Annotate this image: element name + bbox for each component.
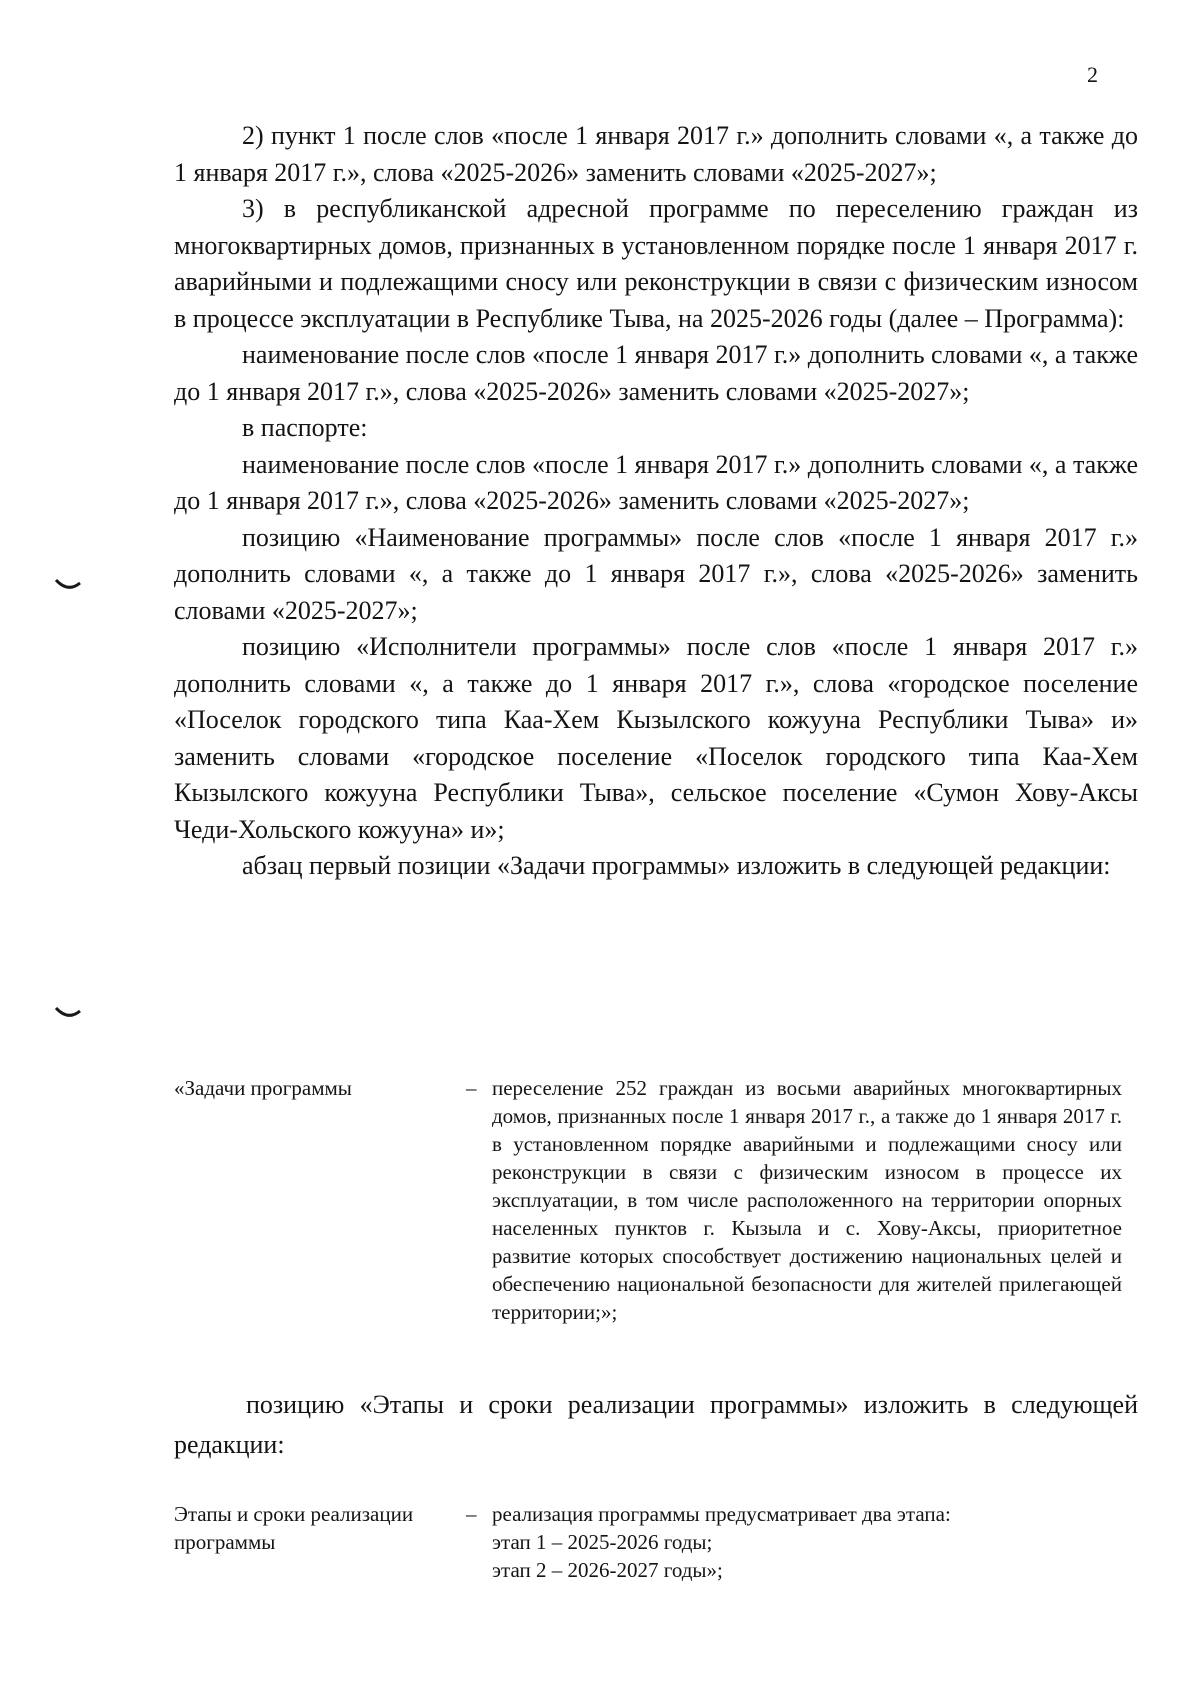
paragraph-program-tasks: абзац первый позиции «Задачи программы» изложить в следующей редакции: [242,851,1111,880]
stages-line: реализация программы предусматривает два этапа: [492,1502,951,1526]
tasks-label: «Задачи программы [174,1076,352,1100]
page-number: 2 [1087,62,1098,87]
paragraph-program-name: позицию «Наименование программы» после слов «после 1 января 2017 г.» дополнить словами «, а также до 1 января 2017 г.», слова «2025-2026» заменить словами «2025-2027»; [174,522,1138,625]
stages-intro [174,1385,1138,1465]
paragraph-passport: в паспорте: [242,413,368,442]
stages-intro-text: позицию «Этапы и сроки реализации программы» изложить в следующей редакции: [174,1390,1138,1459]
margin-mark-icon [54,577,82,591]
stages-line: этап 2 – 2026-2027 годы»; [492,1558,723,1582]
stages-label: Этапы и сроки реализации программы [174,1502,414,1554]
stages-dash: – [466,1502,477,1526]
paragraph-item-3: 3) в республиканской адресной программе по переселению граждан из многоквартирных домов, признанных в установленном порядке после 1 января 2017 г. аварийными и подлежащими сносу или реконструкции в связи с физическим износом в процессе эксплуатации в Республике Тыва, на 2025-2026 годы (далее – Программа): [174,194,1138,333]
paragraph-name-change: наименование после слов «после 1 января 2017 г.» дополнить словами «, а также до 1 января 2017 г.», слова «2025-2026» заменить словами «2025-2027»; [174,340,1138,406]
body-text [174,118,1138,885]
tasks-dash: – [466,1076,477,1100]
margin-mark-icon [54,1005,82,1019]
paragraph-program-executors: позицию «Исполнители программы» после слов «после 1 января 2017 г.» дополнить словами «, а также до 1 января 2017 г.», слова «городское поселение «Поселок городского типа Каа-Хем Кызылского кожууна Республики Тыва» и» заменить словами «городское поселение «Поселок городского типа Каа-Хем Кызылского кожууна Республики Тыва», сельское поселение «Сумон Хову-Аксы Чеди-Хольского кожууна» и»; [174,632,1138,844]
stages-line: этап 1 – 2025-2026 годы; [492,1530,713,1554]
tasks-value: переселение 252 граждан из восьми аварийных многоквартирных домов, признанных после 1 января 2017 г., а также до 1 января 2017 г. в установленном порядке аварийными и подлежащими сносу или реконструкции в связи с физическим износом в процессе их эксплуатации, в том числе расположенного на территории опорных населенных пунктов г. Кызыла и с. Хову-Аксы, приоритетное развитие которых способствует достижению национальных целей и обеспечению национальной безопасности для жителей прилегающей территории;»; [492,1076,1122,1324]
paragraph-passport-name: наименование после слов «после 1 января 2017 г.» дополнить словами «, а также до 1 января 2017 г.», слова «2025-2026» заменить словами «2025-2027»; [174,449,1138,515]
paragraph-item-2: 2) пункт 1 после слов «после 1 января 2017 г.» дополнить словами «, а также до 1 января 2017 г.», слова «2025-2026» заменить словами «2025-2027»; [174,121,1138,187]
stages-value [492,1500,1122,1584]
